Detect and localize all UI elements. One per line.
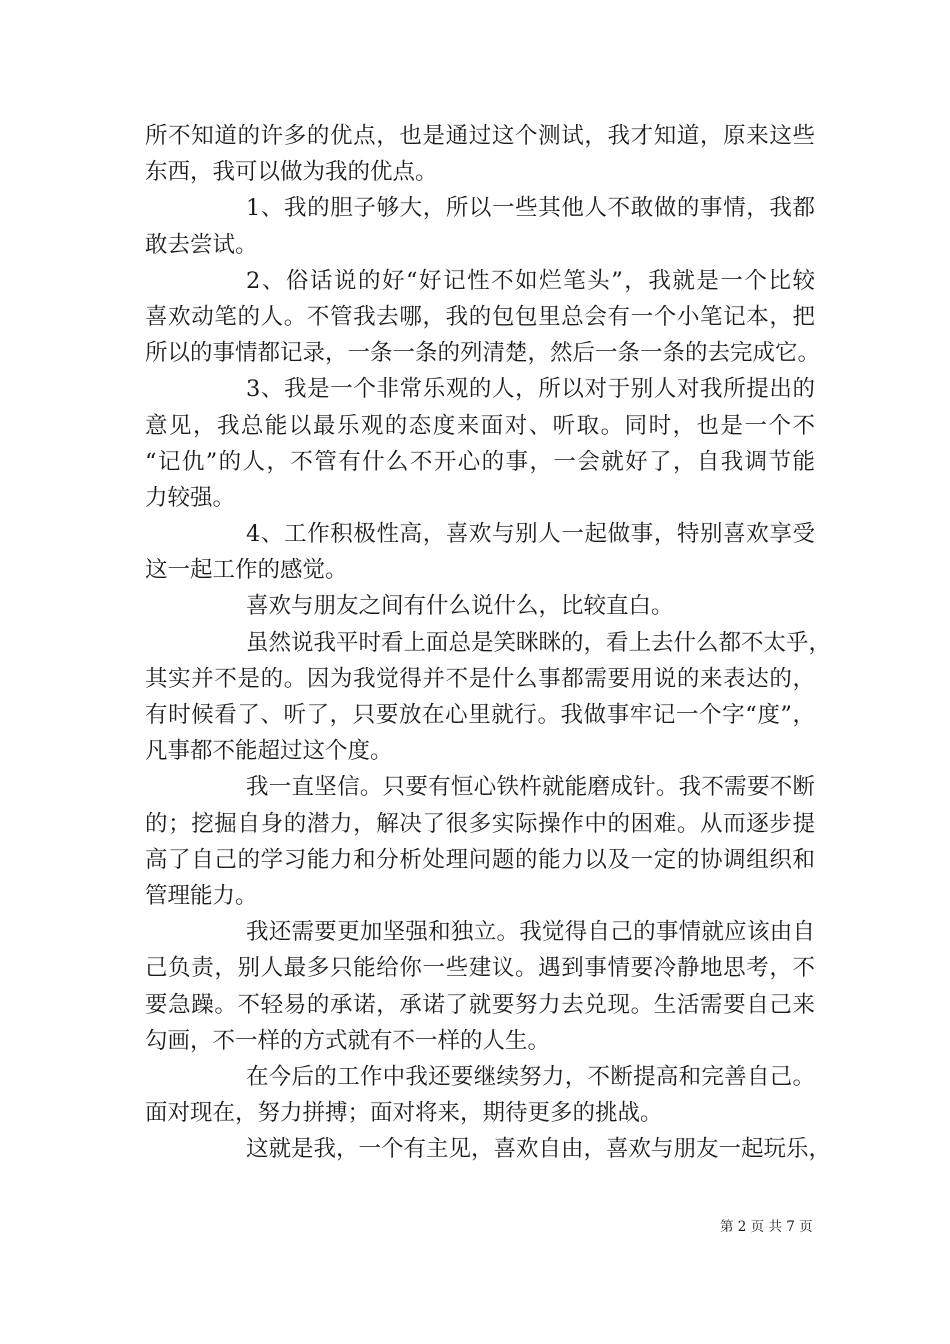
text-line: 高了自己的学习能力和分析处理问题的能力以及一定的协调组织和 — [145, 846, 815, 873]
page-number-label: 第 2 页 共 7 页 — [720, 1219, 813, 1235]
text-line: 敢去尝试。 — [145, 231, 258, 258]
text-line: “记仇”的人，不管有什么不开心的事，一会就好了，自我调节能 — [145, 448, 815, 475]
text-line: 2、俗话说的好“好记性不如烂笔头”，我就是一个比较 — [246, 267, 815, 294]
text-line: 东西，我可以做为我的优点。 — [145, 159, 438, 186]
text-line: 3、我是一个非常乐观的人，所以对于别人对我所提出的 — [246, 376, 815, 403]
text-line: 我还需要更加坚强和独立。我觉得自己的事情就应该由自 — [246, 919, 815, 946]
text-line: 喜欢与朋友之间有什么说什么，比较直白。 — [246, 593, 674, 620]
text-line: 虽然说我平时看上面总是笑眯眯的，看上去什么都不太乎， — [246, 629, 832, 656]
text-line: 1、我的胆子够大，所以一些其他人不敢做的事情，我都 — [246, 195, 815, 222]
page-footer — [720, 1218, 840, 1236]
text-line: 管理能力。 — [145, 882, 258, 909]
text-line: 己负责，别人最多只能给你一些建议。遇到事情要冷静地思考，不 — [145, 955, 815, 982]
text-line: 这一起工作的感觉。 — [145, 557, 348, 584]
text-line: 力较强。 — [145, 484, 236, 511]
text-line: 凡事都不能超过这个度。 — [145, 738, 393, 765]
text-line: 所以的事情都记录，一条一条的列清楚，然后一条一条的去完成它。 — [145, 340, 821, 367]
text-line: 喜欢动笔的人。不管我去哪，我的包包里总会有一个小笔记本，把 — [145, 303, 815, 330]
text-line: 意见，我总能以最乐观的态度来面对、听取。同时，也是一个不 — [145, 412, 815, 439]
text-line: 这就是我，一个有主见，喜欢自由，喜欢与朋友一起玩乐， — [246, 1136, 832, 1163]
text-line: 的；挖掘自身的潜力，解决了很多实际操作中的困难。从而逐步提 — [145, 810, 815, 837]
document-body — [145, 118, 832, 1167]
text-line: 所不知道的许多的优点，也是通过这个测试，我才知道，原来这些 — [145, 123, 815, 149]
text-line: 面对现在，努力拼搏；面对将来，期待更多的挑战。 — [145, 1100, 663, 1127]
text-line: 4、工作积极性高，喜欢与别人一起做事，特别喜欢享受 — [246, 521, 815, 548]
text-line: 有时候看了、听了，只要放在心里就行。我做事牢记一个字“度”， — [145, 702, 815, 728]
text-line: 要急躁。不轻易的承诺，承诺了就要努力去兑现。生活需要自己来 — [145, 991, 815, 1018]
text-line: 在今后的工作中我还要继续努力，不断提高和完善自己。 — [246, 1063, 815, 1090]
text-line: 其实并不是的。因为我觉得并不是什么事都需要用说的来表达的， — [145, 665, 815, 692]
text-line: 勾画，不一样的方式就有不一样的人生。 — [145, 1027, 551, 1054]
text-line: 我一直坚信。只要有恒心铁杵就能磨成针。我不需要不断 — [246, 774, 815, 801]
